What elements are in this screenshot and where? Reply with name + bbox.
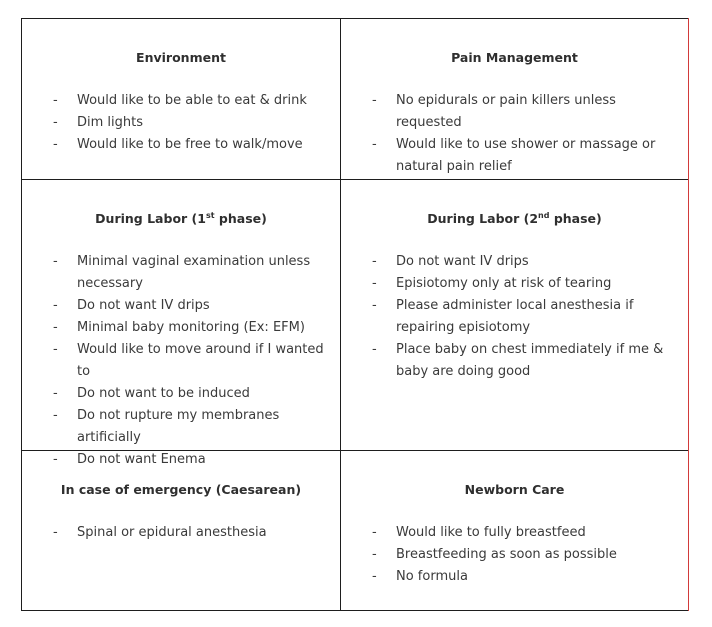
environment-list	[53, 90, 333, 156]
cell-labor-first-phase	[22, 180, 340, 467]
cell-environment	[22, 19, 340, 179]
labor1-list	[53, 251, 333, 471]
labor1-title-post: phase)	[214, 211, 267, 226]
list-item: - Do not want IV drips	[53, 295, 333, 317]
list-item: - Minimal baby monitoring (Ex: EFM)	[53, 317, 333, 339]
list-item: - Would like to use shower or massage or natural pain relief	[372, 134, 684, 178]
newborn-title: Newborn Care	[464, 482, 565, 497]
list-item: - Please administer local anesthesia if repairing episiotomy	[372, 295, 684, 339]
list-item: - No formula	[372, 566, 684, 588]
list-item: - Would like to be able to eat & drink	[53, 90, 333, 112]
list-item: - Would like to be free to walk/move	[53, 134, 333, 156]
list-item: - Do not want to be induced	[53, 383, 333, 405]
labor2-heading	[341, 211, 688, 226]
list-item: - Would like to fully breastfeed	[372, 522, 684, 544]
labor2-title-pre: During Labor (2	[427, 211, 539, 226]
list-item: - Do not rupture my membranes artificially	[53, 405, 333, 449]
cell-labor-second-phase	[341, 180, 688, 450]
list-item: - Would like to move around if I wanted to	[53, 339, 333, 383]
table-bottom-border	[21, 610, 689, 611]
environment-heading	[22, 50, 340, 65]
top-text-fragment	[12, 0, 21, 1]
cell-emergency	[22, 451, 340, 610]
newborn-heading	[341, 482, 688, 497]
emergency-heading	[22, 482, 340, 497]
newborn-list	[372, 522, 684, 588]
list-item: - Place baby on chest immediately if me & baby are doing good	[372, 339, 684, 383]
labor2-list	[372, 251, 684, 383]
table-right-border	[688, 18, 689, 611]
list-item: - No epidurals or pain killers unless requested	[372, 90, 684, 134]
labor1-title-pre: During Labor (1	[95, 211, 206, 226]
list-item: - Minimal vaginal examination unless necessary	[53, 251, 333, 295]
list-item: - Dim lights	[53, 112, 333, 134]
labor2-title-post: phase)	[549, 211, 602, 226]
list-item: - Do not want IV drips	[372, 251, 684, 273]
pain-title: Pain Management	[451, 50, 578, 65]
list-item: - Breastfeeding as soon as possible	[372, 544, 684, 566]
list-item: - Do not want Enema	[53, 449, 333, 471]
emergency-title: In case of emergency (Caesarean)	[60, 482, 302, 497]
emergency-list	[53, 522, 333, 544]
environment-title: Environment	[136, 50, 226, 65]
labor1-title-sup: st	[205, 211, 215, 220]
cell-pain-management	[341, 19, 688, 179]
pain-heading	[341, 50, 688, 65]
cell-newborn-care	[341, 451, 688, 610]
labor2-title-sup: nd	[538, 211, 550, 220]
pain-list	[372, 90, 684, 178]
list-item: - Spinal or epidural anesthesia	[53, 522, 333, 544]
labor1-heading	[22, 211, 340, 226]
list-item: - Episiotomy only at risk of tearing	[372, 273, 684, 295]
